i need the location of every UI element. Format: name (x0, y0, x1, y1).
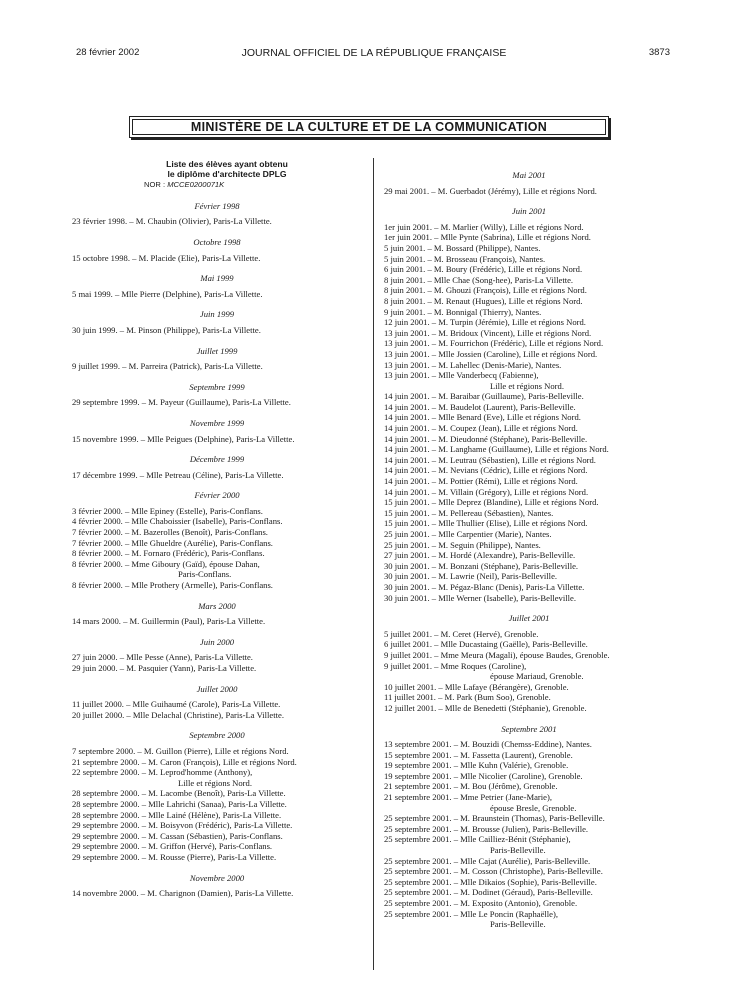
graduate-entry: 14 mars 2000. – M. Guillermin (Paul), Paris-La Villette. (72, 616, 266, 627)
graduate-entry: 7 février 2000. – Mlle Ghueldre (Aurélie), Paris-Conflans. (72, 537, 273, 548)
graduate-entry: 15 juin 2001. – Mlle Deprez (Blandine), Lille et régions Nord. (384, 497, 599, 508)
month-heading: Octobre 1998 (193, 236, 241, 247)
graduate-entry: 5 juin 2001. – M. Bossard (Philippe), Nantes. (384, 242, 541, 253)
graduate-entry: 14 juin 2001. – M. Baraibar (Guillaume), Paris-Belleville. (384, 391, 584, 402)
left-sections (72, 201, 362, 899)
entry-continuation: Lille et régions Nord. (490, 380, 564, 391)
graduate-entry: 14 juin 2001. – M. Leutrau (Sébastien), Lille et régions Nord. (384, 454, 596, 465)
graduate-entry: 5 juin 2001. – M. Brosseau (François), Nantes. (384, 253, 546, 264)
graduate-entry: 29 mai 2001. – M. Guerbadot (Jérémy), Lille et régions Nord. (384, 185, 597, 196)
graduate-entry: 28 septembre 2000. – Mlle Lahrichi (Sanaa), Paris-La Villette. (72, 798, 287, 809)
graduate-entry: 15 septembre 2001. – M. Fassetta (Laurent), Grenoble. (384, 749, 573, 760)
graduate-entry: 11 juillet 2001. – M. Park (Bum Soo), Grenoble. (384, 692, 551, 703)
graduate-entry: 25 juin 2001. – M. Seguin (Philippe), Nantes. (384, 539, 541, 550)
entry-continuation: Paris-Conflans. (178, 569, 232, 580)
graduate-entry: 30 juin 2001. – M. Pégaz-Blanc (Denis), Paris-La Villette. (384, 581, 585, 592)
graduate-entry: 28 septembre 2000. – Mlle Lainé (Hélène), Paris-La Villette. (72, 809, 282, 820)
graduate-entry: 5 juillet 2001. – M. Ceret (Hervé), Grenoble. (384, 628, 539, 639)
graduate-entry: 13 juin 2001. – M. Fourrichon (Frédéric), Lille et régions Nord. (384, 338, 604, 349)
right-column (384, 160, 674, 930)
graduate-entry: 5 mai 1999. – Mlle Pierre (Delphine), Paris-La Villette. (72, 288, 263, 299)
ministry-title: MINISTÈRE DE LA CULTURE ET DE LA COMMUNICATION (132, 119, 606, 135)
month-heading: Juillet 2000 (196, 683, 238, 694)
graduate-entry: 13 juin 2001. – Mlle Jossien (Caroline), Lille et régions Nord. (384, 348, 598, 359)
graduate-entry: 25 septembre 2001. – Mlle Cailliez-Bénit (Stéphanie), (384, 834, 571, 845)
graduate-entry: 8 février 2000. – M. Fornaro (Frédéric), Paris-Conflans. (72, 548, 265, 559)
month-section (72, 382, 362, 408)
graduate-entry: 25 septembre 2001. – M. Braunstein (Thomas), Paris-Belleville. (384, 813, 605, 824)
month-heading: Mai 2001 (512, 170, 546, 180)
month-section (72, 346, 362, 372)
nor-label: NOR : (144, 180, 166, 190)
graduate-entry: 11 juillet 2000. – Mlle Guihaumé (Carole), Paris-La Villette. (72, 699, 281, 710)
graduate-entry: 15 octobre 1998. – M. Placide (Elie), Paris-La Villette. (72, 252, 261, 263)
graduate-entry: 30 juin 2001. – Mlle Werner (Isabelle), Paris-Belleville. (384, 592, 576, 603)
month-section (384, 206, 674, 603)
month-heading: Septembre 1999 (189, 381, 245, 392)
month-heading: Juin 2001 (511, 206, 547, 217)
graduate-entry: 15 juin 2001. – M. Pellereau (Sébastien), Nantes. (384, 507, 554, 518)
month-heading: Juillet 1999 (196, 345, 238, 356)
graduate-entry: 8 février 2000. – Mme Giboury (Gaïd), épouse Dahan, (72, 558, 260, 569)
graduate-entry: 8 février 2000. – Mlle Prothery (Armelle), Paris-Conflans. (72, 580, 273, 591)
graduate-entry: 9 juillet 2001. – Mme Roques (Caroline), (384, 660, 527, 671)
graduate-entry: 21 septembre 2000. – M. Caron (François), Lille et régions Nord. (72, 756, 297, 767)
graduate-entry: 29 septembre 2000. – M. Rousse (Pierre), Paris-La Villette. (72, 851, 277, 862)
nor-reference (144, 180, 362, 191)
graduate-entry: 8 juin 2001. – M. Renaut (Hugues), Lille et régions Nord. (384, 295, 583, 306)
month-section (72, 201, 362, 227)
month-section (72, 418, 362, 444)
page-number: 3873 (648, 47, 670, 58)
graduate-entry: 29 juin 2000. – M. Pasquier (Yann), Paris-La Villette. (72, 663, 257, 673)
graduate-entry: 29 septembre 2000. – M. Boisyvon (Frédéric), Paris-La Villette. (72, 820, 293, 831)
entry-continuation: Paris-Belleville. (490, 919, 546, 930)
month-heading: Février 1998 (194, 200, 240, 211)
column-divider (373, 158, 374, 970)
graduate-entry: 13 septembre 2001. – M. Bouzidi (Chemss-Eddine), Nantes. (384, 739, 592, 750)
month-heading: Février 2000 (194, 490, 240, 501)
ministry-banner (129, 116, 609, 138)
graduate-entry: 9 juillet 1999. – M. Parreira (Patrick), Paris-La Villette. (72, 361, 263, 372)
graduate-entry: 14 juin 2001. – M. Pottier (Rémi), Lille et régions Nord. (384, 476, 578, 487)
graduate-entry: 15 novembre 1999. – Mlle Peigues (Delphine), Paris-La Villette. (72, 433, 295, 444)
list-title-line-1: Liste des élèves ayant obtenu (166, 159, 288, 169)
graduate-entry: 14 juin 2001. – Mlle Benard (Eve), Lille et régions Nord. (384, 412, 581, 423)
graduate-entry: 25 septembre 2001. – Mlle Le Poncin (Raphaëlle), (384, 908, 558, 919)
list-title-line-2: le diplôme d'architecte DPLG (167, 168, 287, 179)
graduate-entry: 13 juin 2001. – M. Lahellec (Denis-Marie), Nantes. (384, 359, 562, 370)
graduate-entry: 4 février 2000. – Mlle Chaboissier (Isabelle), Paris-Conflans. (72, 516, 283, 527)
page-header (0, 47, 748, 61)
graduate-entry: 13 juin 2001. – M. Bridoux (Vincent), Lille et régions Nord. (384, 327, 592, 338)
month-section (72, 490, 362, 590)
graduate-entry: 30 juin 2001. – M. Lawrie (Neil), Paris-Belleville. (384, 571, 558, 582)
month-section (72, 454, 362, 480)
month-heading: Novembre 1999 (189, 417, 245, 428)
graduate-entry: 19 septembre 2001. – Mlle Kuhn (Valérie), Grenoble. (384, 760, 569, 771)
entry-continuation: épouse Bresle, Grenoble. (490, 802, 577, 813)
graduate-entry: 20 juillet 2000. – Mlle Delachal (Christine), Paris-La Villette. (72, 709, 284, 720)
graduate-entry: 7 février 2000. – M. Bazerolles (Benoît), Paris-Conflans. (72, 527, 268, 538)
graduate-entry: 27 juin 2001. – M. Hordé (Alexandre), Paris-Belleville. (384, 550, 576, 561)
month-heading: Septembre 2001 (501, 723, 557, 734)
graduate-entry: 14 juin 2001. – M. Langhame (Guillaume), Lille et régions Nord. (384, 444, 609, 455)
month-section (384, 724, 674, 930)
graduate-entry: 10 juillet 2001. – Mlle Lafaye (Bérangère), Grenoble. (384, 681, 569, 692)
graduate-entry: 12 juillet 2001. – Mlle de Benedetti (Stéphanie), Grenoble. (384, 702, 587, 713)
month-heading: Juillet 2001 (508, 613, 550, 624)
graduate-entry: 1er juin 2001. – M. Marlier (Willy), Lille et régions Nord. (384, 221, 584, 232)
month-section (72, 309, 362, 335)
month-section (72, 601, 362, 627)
graduate-entry: 25 septembre 2001. – M. Dodinet (Géraud), Paris-Belleville. (384, 887, 593, 898)
graduate-entry: 8 juin 2001. – Mlle Chae (Song-hee), Paris-La Villette. (384, 274, 574, 285)
month-heading: Décembre 1999 (189, 454, 245, 465)
graduate-entry: 30 juin 2001. – M. Bonzani (Stéphane), Paris-Belleville. (384, 560, 579, 571)
month-section (72, 273, 362, 299)
month-section (72, 637, 362, 674)
graduate-entry: 17 décembre 1999. – Mlle Petreau (Céline), Paris-La Villette. (72, 469, 284, 480)
month-heading: Novembre 2000 (189, 872, 245, 883)
month-section (72, 873, 362, 899)
graduate-entry: 14 juin 2001. – M. Dieudonné (Stéphane), Paris-Belleville. (384, 433, 588, 444)
graduate-entry: 1er juin 2001. – Mlle Pynte (Sabrina), Lille et régions Nord. (384, 232, 591, 243)
graduate-entry: 8 juin 2001. – M. Ghouzi (François), Lille et régions Nord. (384, 285, 587, 296)
list-title (92, 160, 362, 179)
graduate-entry: 21 septembre 2001. – Mme Petrier (Jane-Marie), (384, 792, 553, 803)
graduate-entry: 29 septembre 2000. – M. Cassan (Sébastien), Paris-Conflans. (72, 830, 283, 841)
graduate-entry: 14 juin 2001. – M. Coupez (Jean), Lille et régions Nord. (384, 423, 578, 434)
graduate-entry: 13 juin 2001. – Mlle Vanderbecq (Fabienne), (384, 370, 539, 381)
graduate-entry: 25 septembre 2001. – Mlle Dikaios (Sophie), Paris-Belleville. (384, 876, 597, 887)
graduate-entry: 29 septembre 2000. – M. Griffon (Hervé), Paris-Conflans. (72, 841, 273, 852)
nor-code: MCCE0200071K (167, 180, 225, 190)
month-section (72, 730, 362, 862)
graduate-entry: 7 septembre 2000. – M. Guillon (Pierre), Lille et régions Nord. (72, 745, 289, 756)
month-section (72, 684, 362, 721)
graduate-entry: 28 septembre 2000. – M. Lacombe (Benoît), Paris-La Villette. (72, 788, 286, 799)
graduate-entry: 25 juin 2001. – Mlle Carpentier (Marie), Nantes. (384, 529, 552, 539)
graduate-entry: 15 juin 2001. – Mlle Thullier (Elise), Lille et régions Nord. (384, 518, 588, 529)
graduate-entry: 12 juin 2001. – M. Turpin (Jérémie), Lille et régions Nord. (384, 317, 586, 328)
graduate-entry: 25 septembre 2001. – M. Brousse (Julien), Paris-Belleville. (384, 823, 589, 834)
right-sections (384, 170, 674, 930)
left-column (72, 160, 362, 899)
month-heading: Juin 1999 (199, 309, 235, 320)
graduate-entry: 25 septembre 2001. – M. Exposito (Antonio), Grenoble. (384, 898, 578, 908)
entry-continuation: épouse Mariaud, Grenoble. (490, 671, 584, 682)
graduate-entry: 3 février 2000. – Mlle Epiney (Estelle), Paris-Conflans. (72, 505, 263, 516)
graduate-entry: 21 septembre 2001. – M. Bou (Jérôme), Grenoble. (384, 781, 558, 792)
graduate-entry: 25 septembre 2001. – M. Cosson (Christophe), Paris-Belleville. (384, 866, 603, 877)
graduate-entry: 23 février 1998. – M. Chaubin (Olivier), Paris-La Villette. (72, 216, 272, 227)
graduate-entry: 14 juin 2001. – M. Nevians (Cédric), Lille et régions Nord. (384, 465, 588, 476)
entry-continuation: Lille et régions Nord. (178, 777, 252, 788)
graduate-entry: 22 septembre 2000. – M. Leprod'homme (Anthony), (72, 767, 253, 778)
journal-title: JOURNAL OFFICIEL DE LA RÉPUBLIQUE FRANÇAISE (241, 47, 507, 59)
graduate-entry: 14 juin 2001. – M. Baudelot (Laurent), Paris-Belleville. (384, 401, 576, 412)
graduate-entry: 6 juin 2001. – M. Boury (Frédéric), Lille et régions Nord. (384, 264, 583, 275)
month-section (72, 237, 362, 263)
graduate-entry: 14 novembre 2000. – M. Charignon (Damien), Paris-La Villette. (72, 888, 294, 899)
header-date: 28 février 2002 (76, 47, 140, 58)
graduate-entry: 14 juin 2001. – M. Villain (Grégory), Lille et régions Nord. (384, 486, 589, 497)
month-heading: Mai 1999 (200, 273, 234, 284)
graduate-entry: 30 juin 1999. – M. Pinson (Philippe), Paris-La Villette. (72, 324, 261, 335)
graduate-entry: 29 septembre 1999. – M. Payeur (Guillaume), Paris-La Villette. (72, 397, 291, 408)
month-heading: Septembre 2000 (189, 730, 245, 741)
month-section (384, 170, 674, 196)
graduate-entry: 19 septembre 2001. – Mlle Nicolier (Caroline), Grenoble. (384, 770, 583, 781)
graduate-entry: 25 septembre 2001. – Mlle Cajat (Aurélie), Paris-Belleville. (384, 855, 591, 866)
month-section (384, 613, 674, 713)
graduate-entry: 27 juin 2000. – Mlle Pesse (Anne), Paris-La Villette. (72, 652, 253, 663)
entry-continuation: Paris-Belleville. (490, 845, 546, 856)
graduate-entry: 9 juin 2001. – M. Bonnigal (Thierry), Nantes. (384, 306, 542, 317)
graduate-entry: 9 juillet 2001. – Mme Meura (Magali), épouse Baudes, Grenoble. (384, 649, 610, 660)
graduate-entry: 6 juillet 2001. – Mlle Ducastaing (Gaëlle), Paris-Belleville. (384, 639, 588, 650)
month-heading: Juin 2000 (199, 636, 235, 647)
month-heading: Mars 2000 (198, 600, 236, 611)
